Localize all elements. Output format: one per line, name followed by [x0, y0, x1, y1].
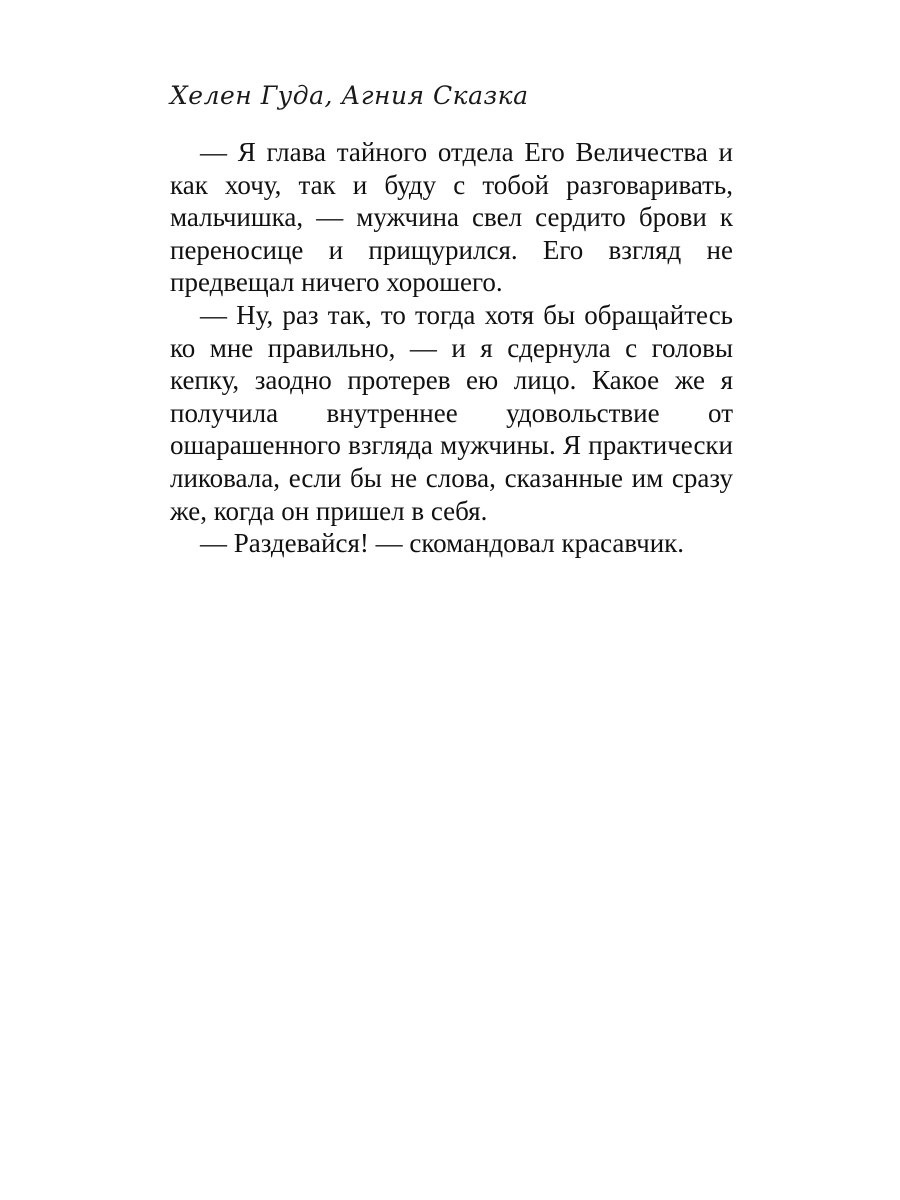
body-text: [170, 136, 733, 560]
paragraph: — Раздевайся! — скомандовал красавчик.: [200, 528, 685, 559]
paragraph: — Ну, раз так, то тогда хотя бы обращайтесь ко мне правильно, — и я сдернула с головы кепку, заодно протерев ею лицо. Какое же я получила внутреннее удовольствие от ошарашенного взгляда мужчины. Я практически ликовала, если бы не слова, сказанные им сразу же, когда он пришел в себя.: [170, 299, 733, 526]
running-header-authors: Хелен Гуда, Агния Сказка: [170, 81, 529, 110]
paragraph: — Я глава тайного отдела Его Величества и как хочу, так и буду с тобой разговаривать, мальчишка, — мужчина свел сердито брови к переносице и прищурился. Его взгляд не предвещал ничего хорошего.: [170, 137, 733, 298]
